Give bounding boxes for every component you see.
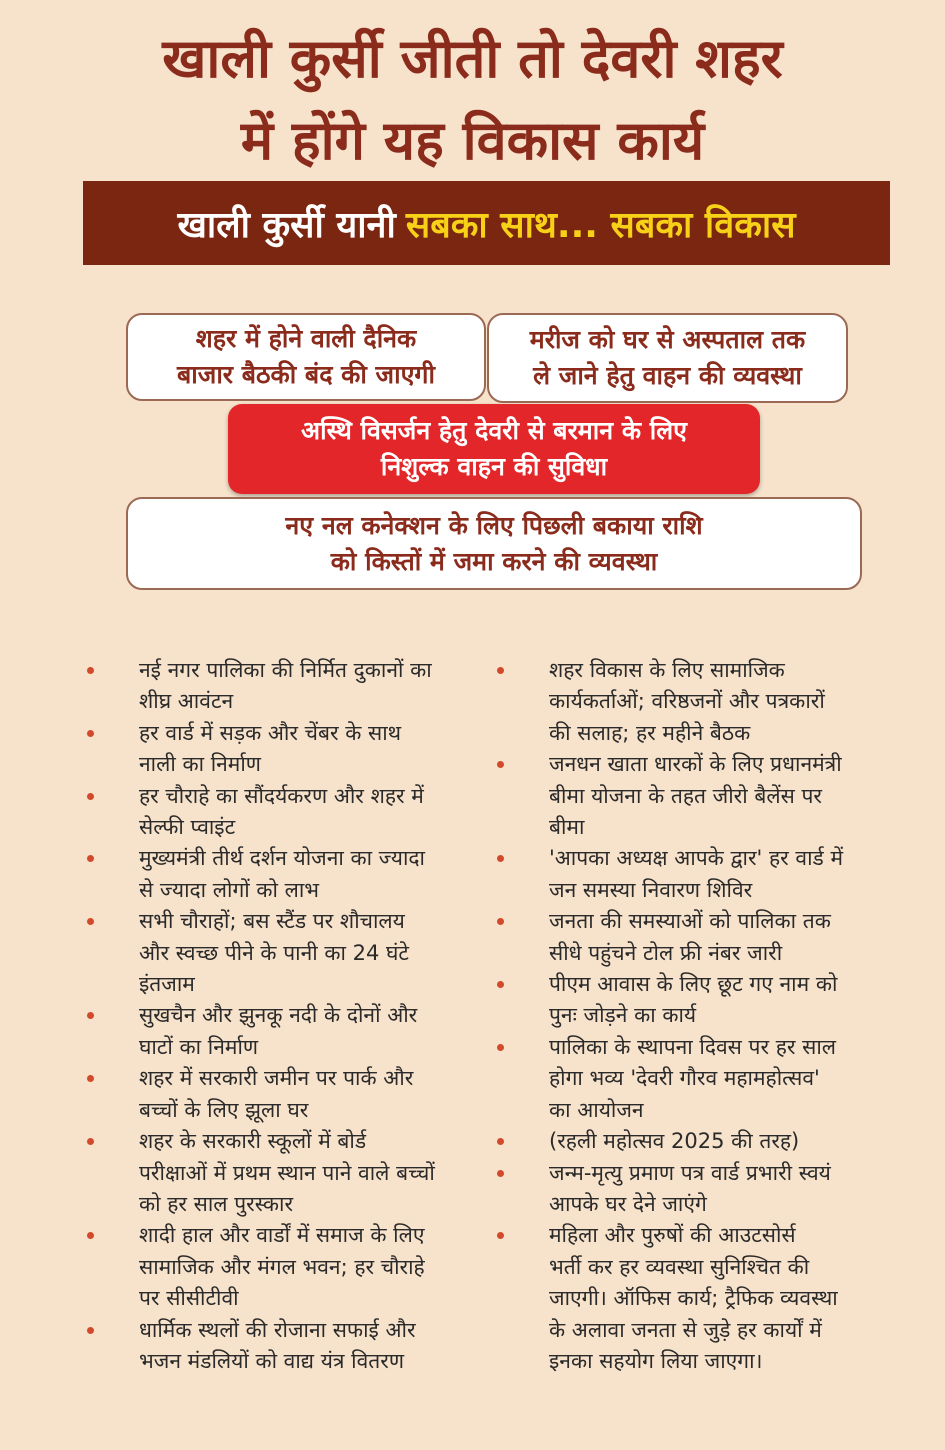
list-item-text: के अलावा जनता से जुड़े हर कार्यों में	[549, 1317, 822, 1342]
list-item-continuation	[495, 875, 915, 906]
bullet-icon	[87, 1075, 94, 1082]
list-item-text: जाएगी। ऑफिस कार्य; ट्रैफिक व्यवस्था	[549, 1286, 838, 1311]
list-item-text: को हर साल पुरस्कार	[139, 1191, 294, 1216]
bullet-icon	[87, 855, 94, 862]
list-item-continuation	[85, 812, 495, 843]
list-item-text: धार्मिक स्थलों की रोजाना सफाई और	[139, 1317, 416, 1342]
list-item-continuation	[495, 938, 915, 969]
list-item	[495, 969, 915, 1000]
list-item-continuation	[85, 875, 495, 906]
list-item-continuation	[495, 1252, 915, 1283]
bullet-icon	[87, 1012, 94, 1019]
list-item-continuation	[85, 1252, 495, 1283]
list-item-text: जन्म-मृत्यु प्रमाण पत्र वार्ड प्रभारी स्वयं	[549, 1160, 831, 1185]
slogan-banner	[83, 181, 890, 265]
bullet-icon	[87, 1138, 94, 1145]
list-item-continuation	[85, 1189, 495, 1220]
list-item-text: सभी चौराहों; बस स्टैंड पर शौचालय	[139, 909, 405, 934]
list-item-text: आपके घर देने जाएंगे	[549, 1191, 707, 1216]
list-item-text: (रहली महोत्सव 2025 की तरह)	[549, 1129, 800, 1154]
list-item-text: का आयोजन	[549, 1097, 644, 1122]
list-item-continuation	[495, 812, 915, 843]
list-item-continuation	[495, 1063, 915, 1094]
list-item	[85, 781, 495, 812]
list-item-continuation	[85, 938, 495, 969]
bullet-icon	[497, 981, 504, 988]
headline-line-1: खाली कुर्सी जीती तो देवरी शहर	[162, 27, 783, 90]
list-item-continuation	[495, 686, 915, 717]
list-item-continuation	[495, 781, 915, 812]
list-item-text: शहर में सरकारी जमीन पर पार्क और	[139, 1066, 414, 1091]
list-item-text: जनता की समस्याओं को पालिका तक	[549, 909, 831, 934]
bullet-icon	[87, 918, 94, 925]
bullet-icon	[497, 855, 504, 862]
list-item-text: से ज्यादा लोगों को लाभ	[139, 877, 320, 902]
highlight-box-4-line-2: को किस्तों में जमा करने की व्यवस्था	[330, 546, 658, 576]
list-item-continuation	[85, 1283, 495, 1314]
list-item-continuation	[85, 969, 495, 1000]
highlight-box-4-line-1: नए नल कनेक्शन के लिए पिछली बकाया राशि	[285, 510, 703, 540]
list-item-text: पालिका के स्थापना दिवस पर हर साल	[549, 1034, 837, 1059]
list-item-continuation	[85, 749, 495, 780]
list-item	[85, 843, 495, 874]
list-item-continuation	[495, 1346, 915, 1377]
list-item-continuation	[85, 686, 495, 717]
list-item-text: मुख्यमंत्री तीर्थ दर्शन योजना का ज्यादा	[139, 846, 425, 871]
list-item-text: कार्यकर्ताओं; वरिष्ठजनों और पत्रकारों	[549, 689, 825, 714]
list-item	[85, 1220, 495, 1251]
list-item-text: भजन मंडलियों को वाद्य यंत्र वितरण	[139, 1348, 405, 1373]
list-item-text: पर सीसीटीवी	[139, 1286, 239, 1311]
headline-line-2: में होंगे यह विकास कार्य	[240, 109, 705, 172]
list-item-continuation	[495, 718, 915, 749]
list-item-text: भर्ती कर हर व्यवस्था सुनिश्चित की	[549, 1254, 810, 1279]
highlight-box-3-line-2: निशुल्क वाहन की सुविधा	[380, 452, 608, 481]
list-item-text: शहर विकास के लिए सामाजिक	[549, 658, 785, 682]
list-item	[495, 655, 915, 686]
list-item-text: शहर के सरकारी स्कूलों में बोर्ड	[139, 1129, 367, 1154]
highlight-box-3-line-1: अस्थि विसर्जन हेतु देवरी से बरमान के लिए	[301, 416, 687, 445]
list-item	[495, 1032, 915, 1063]
bullet-icon	[87, 1232, 94, 1239]
highlight-box-2	[487, 313, 848, 403]
bullet-icon	[497, 1044, 504, 1051]
bullet-icon	[497, 1138, 504, 1145]
list-item	[85, 718, 495, 749]
list-item	[495, 1158, 915, 1189]
list-item	[85, 906, 495, 937]
list-item-text: इनका सहयोग लिया जाएगा।	[549, 1348, 763, 1373]
list-item-text: सुखचैन और झुनकू नदी के दोनों और	[139, 1003, 418, 1028]
list-item-text: शादी हाल और वार्डों में समाज के लिए	[139, 1223, 425, 1248]
left-promise-list	[85, 655, 495, 1377]
list-item	[495, 1126, 915, 1157]
list-item-text: की सलाह; हर महीने बैठक	[549, 720, 751, 745]
headline	[0, 18, 945, 182]
list-item-continuation	[85, 1095, 495, 1126]
list-item	[85, 1126, 495, 1157]
highlight-box-3	[228, 404, 760, 494]
list-item-text: नई नगर पालिका की निर्मित दुकानों का	[139, 658, 432, 682]
list-item-continuation	[85, 1032, 495, 1063]
list-item	[495, 843, 915, 874]
list-item-continuation	[495, 1000, 915, 1031]
list-item-text: शीघ्र आवंटन	[139, 689, 234, 714]
list-item-continuation	[495, 1315, 915, 1346]
bullet-icon	[87, 730, 94, 737]
slogan-part-2: सबका साथ... सबका विकास	[405, 204, 796, 246]
list-item-text: जन समस्या निवारण शिविर	[549, 877, 753, 902]
list-item	[85, 1315, 495, 1346]
list-item-text: पीएम आवास के लिए छूट गए नाम को	[549, 972, 838, 997]
list-item-text: सामाजिक और मंगल भवन; हर चौराहे	[139, 1254, 425, 1279]
list-item-continuation	[85, 1158, 495, 1189]
list-item-text: होगा भव्य 'देवरी गौरव महामहोत्सव'	[549, 1066, 820, 1091]
list-item-text: महिला और पुरुषों की आउटसोर्स	[549, 1223, 796, 1248]
list-item-text: जनधन खाता धारकों के लिए प्रधानमंत्री	[549, 752, 842, 777]
list-item-text: बीमा योजना के तहत जीरो बैलेंस पर	[549, 783, 822, 808]
bullet-icon	[87, 1327, 94, 1334]
right-promise-list	[495, 655, 915, 1377]
bullet-icon	[497, 667, 504, 674]
highlight-box-1-line-2: बाजार बैठकी बंद की जाएगी	[177, 360, 435, 389]
list-item-text: और स्वच्छ पीने के पानी का 24 घंटे	[139, 940, 409, 965]
list-item-text: हर वार्ड में सड़क और चेंबर के साथ	[139, 720, 402, 745]
list-item-text: पुनः जोड़ने का कार्य	[549, 1003, 697, 1028]
list-item	[495, 906, 915, 937]
list-item	[85, 1063, 495, 1094]
list-item-continuation	[495, 1189, 915, 1220]
list-item	[85, 655, 495, 686]
highlight-box-2-line-1: मरीज को घर से अस्पताल तक	[529, 325, 806, 354]
bullet-icon	[497, 918, 504, 925]
list-item-text: इंतजाम	[139, 972, 195, 997]
list-item	[85, 1000, 495, 1031]
bullet-icon	[497, 761, 504, 768]
highlight-box-1-line-1: शहर में होने वाली दैनिक	[195, 324, 417, 353]
highlight-box-1	[126, 313, 486, 401]
bullet-icon	[497, 1232, 504, 1239]
list-item-text: बच्चों के लिए झूला घर	[139, 1097, 309, 1122]
list-item-text: 'आपका अध्यक्ष आपके द्वार' हर वार्ड में	[549, 846, 843, 871]
highlight-box-4	[126, 497, 862, 590]
list-item-text: सीधे पहुंचने टोल फ्री नंबर जारी	[549, 940, 783, 965]
list-item-text: नाली का निर्माण	[139, 752, 261, 777]
list-item-continuation	[495, 1095, 915, 1126]
list-item-text: हर चौराहे का सौंदर्यकरण और शहर में	[139, 783, 424, 808]
list-item	[495, 749, 915, 780]
list-item-continuation	[495, 1283, 915, 1314]
bullet-icon	[87, 667, 94, 674]
list-item-text: सेल्फी प्वाइंट	[139, 815, 236, 840]
list-item-continuation	[85, 1346, 495, 1377]
bullet-icon	[87, 793, 94, 800]
slogan-part-1: खाली कुर्सी यानी	[177, 204, 396, 246]
list-item	[495, 1220, 915, 1251]
list-item-text: परीक्षाओं में प्रथम स्थान पाने वाले बच्चों	[139, 1160, 435, 1185]
highlight-box-2-line-2: ले जाने हेतु वाहन की व्यवस्था	[533, 361, 802, 390]
list-item-text: घाटों का निर्माण	[139, 1034, 259, 1059]
bullet-icon	[497, 1170, 504, 1177]
list-item-text: बीमा	[549, 815, 585, 840]
